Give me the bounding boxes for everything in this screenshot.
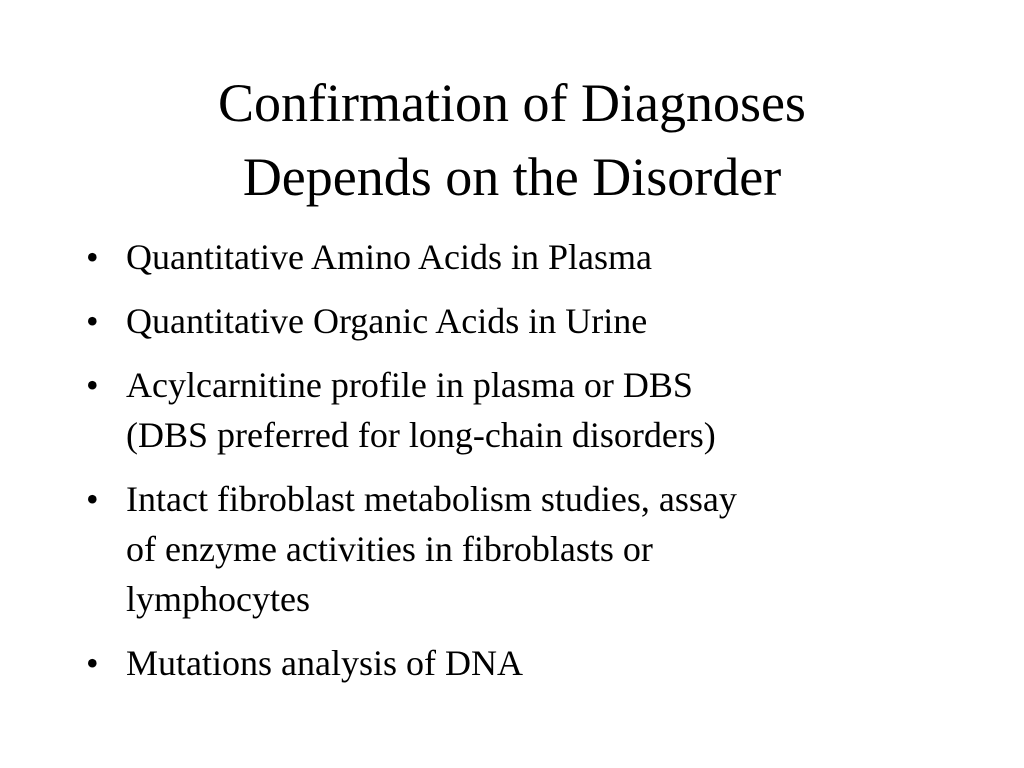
bullet-text: (DBS preferred for long-chain disorders) [126, 415, 716, 455]
bullet-item [86, 474, 946, 624]
bullet-dot-icon: • [86, 479, 99, 519]
bullet-text: of enzyme activities in fibroblasts or [126, 529, 653, 569]
bullet-text: Mutations analysis of DNA [126, 643, 523, 683]
bullet-text: Quantitative Organic Acids in Urine [126, 301, 648, 341]
bullet-list [86, 232, 946, 702]
bullet-dot-icon: • [86, 365, 99, 405]
bullet-text: Acylcarnitine profile in plasma or DBS [126, 365, 693, 405]
title-line: Depends on the Disorder [242, 147, 782, 207]
bullet-dot-icon: • [86, 643, 99, 683]
slide-title [0, 66, 1024, 214]
bullet-text: lymphocytes [126, 579, 310, 619]
bullet-item [86, 360, 946, 460]
bullet-item [86, 638, 946, 688]
bullet-item [86, 296, 946, 346]
bullet-text: Intact fibroblast metabolism studies, assay [126, 479, 737, 519]
bullet-dot-icon: • [86, 237, 99, 277]
bullet-text: Quantitative Amino Acids in Plasma [126, 237, 652, 277]
bullet-item [86, 232, 946, 282]
bullet-dot-icon: • [86, 301, 99, 341]
title-line: Confirmation of Diagnoses [218, 73, 806, 133]
